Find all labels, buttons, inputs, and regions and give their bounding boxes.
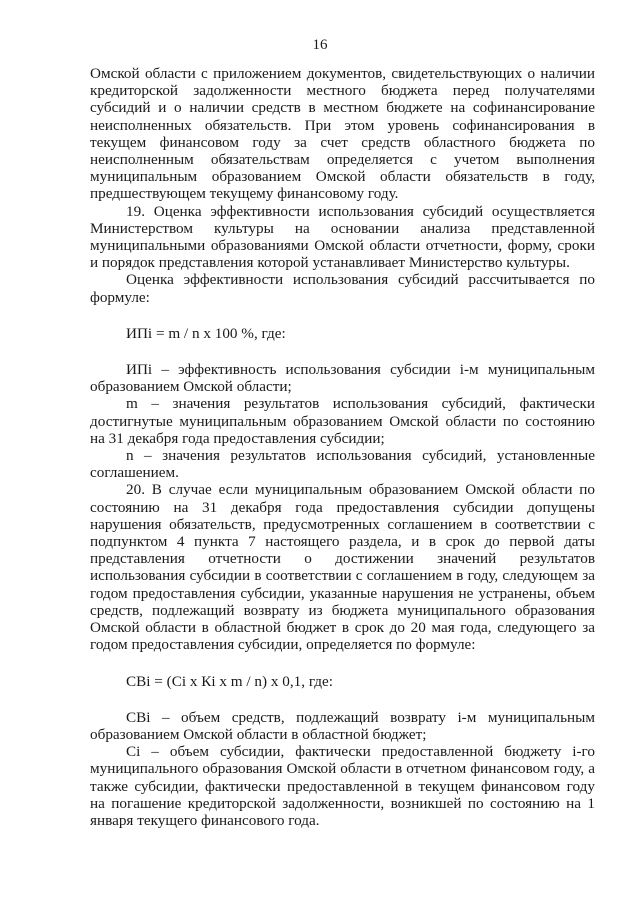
page-number: 16 — [312, 37, 328, 53]
paragraph-item-19: 19. Оценка эффективности использования субсидий осуществляется Министерством культуры на основании анализа представленной муниципальными образованиями Омской области отчетности, форму, сроки и порядок представления которой устанавливает Министерство культуры. — [90, 202, 595, 272]
definition-ci: Сi – объем субсидии, фактически предоставленной бюджету i-го муниципального образования Омской области в отчетном финансовом году, а также субсидии, фактически предоставленной в текущем финансовом году на погашение кредиторской задолженности, возникшей по состоянию на 1 января текущего финансового года. — [90, 743, 595, 829]
formula-efficiency: ИПi = m / n x 100 %, где: — [126, 324, 286, 342]
paragraph-item-20: 20. В случае если муниципальным образованием Омской области по состоянию на 31 декабря года предоставления субсидии допущены нарушения обязательств, предусмотренных соглашением в соответствии с подпунктом 4 пункта 7 настоящего раздела, и в срок до первой даты представления отчетности о достижении значений результатов использования субсидии в соответствии с соглашением в году, следующем за годом предоставления субсидии, указанные нарушения не устранены, объем средств, подлежащий возврату из бюджета муниципального образования Омской области в областной бюджет в срок до 20 мая года, следующего за годом предоставления субсидии, определяется по формуле: — [90, 481, 595, 654]
document-body — [90, 65, 595, 829]
definition-n: n – значения результатов использования субсидий, установленные соглашением. — [90, 447, 595, 482]
paragraph-efficiency-intro: Оценка эффективности использования субсидий рассчитывается по формуле: — [90, 271, 595, 306]
definition-ipi: ИПi – эффективность использования субсидии i-м муниципальным образованием Омской области; — [90, 361, 595, 396]
definition-cvi: СВi – объем средств, подлежащий возврату i-м муниципальным образованием Омской области в областной бюджет; — [90, 708, 595, 743]
formula-refund: СВi = (Сi x Кi x m / n) x 0,1, где: — [126, 672, 333, 690]
paragraph-continuation: Омской области с приложением документов, свидетельствующих о наличии кредиторской задолженности местного бюджета перед получателями субсидий и о наличии средств в местном бюджете на софинансирование неисполненных обязательств. При этом уровень софинансирования в текущем финансовом году за счет средств областного бюджета по неисполненным обязательствам определяется с учетом выполнения муниципальным образованием Омской области обязательств в году, предшествующем текущему финансовому году. — [90, 65, 595, 203]
definition-m: m – значения результатов использования субсидий, фактически достигнутые муниципальным образованием Омской области по состоянию на 31 декабря года предоставления субсидии; — [90, 395, 595, 447]
